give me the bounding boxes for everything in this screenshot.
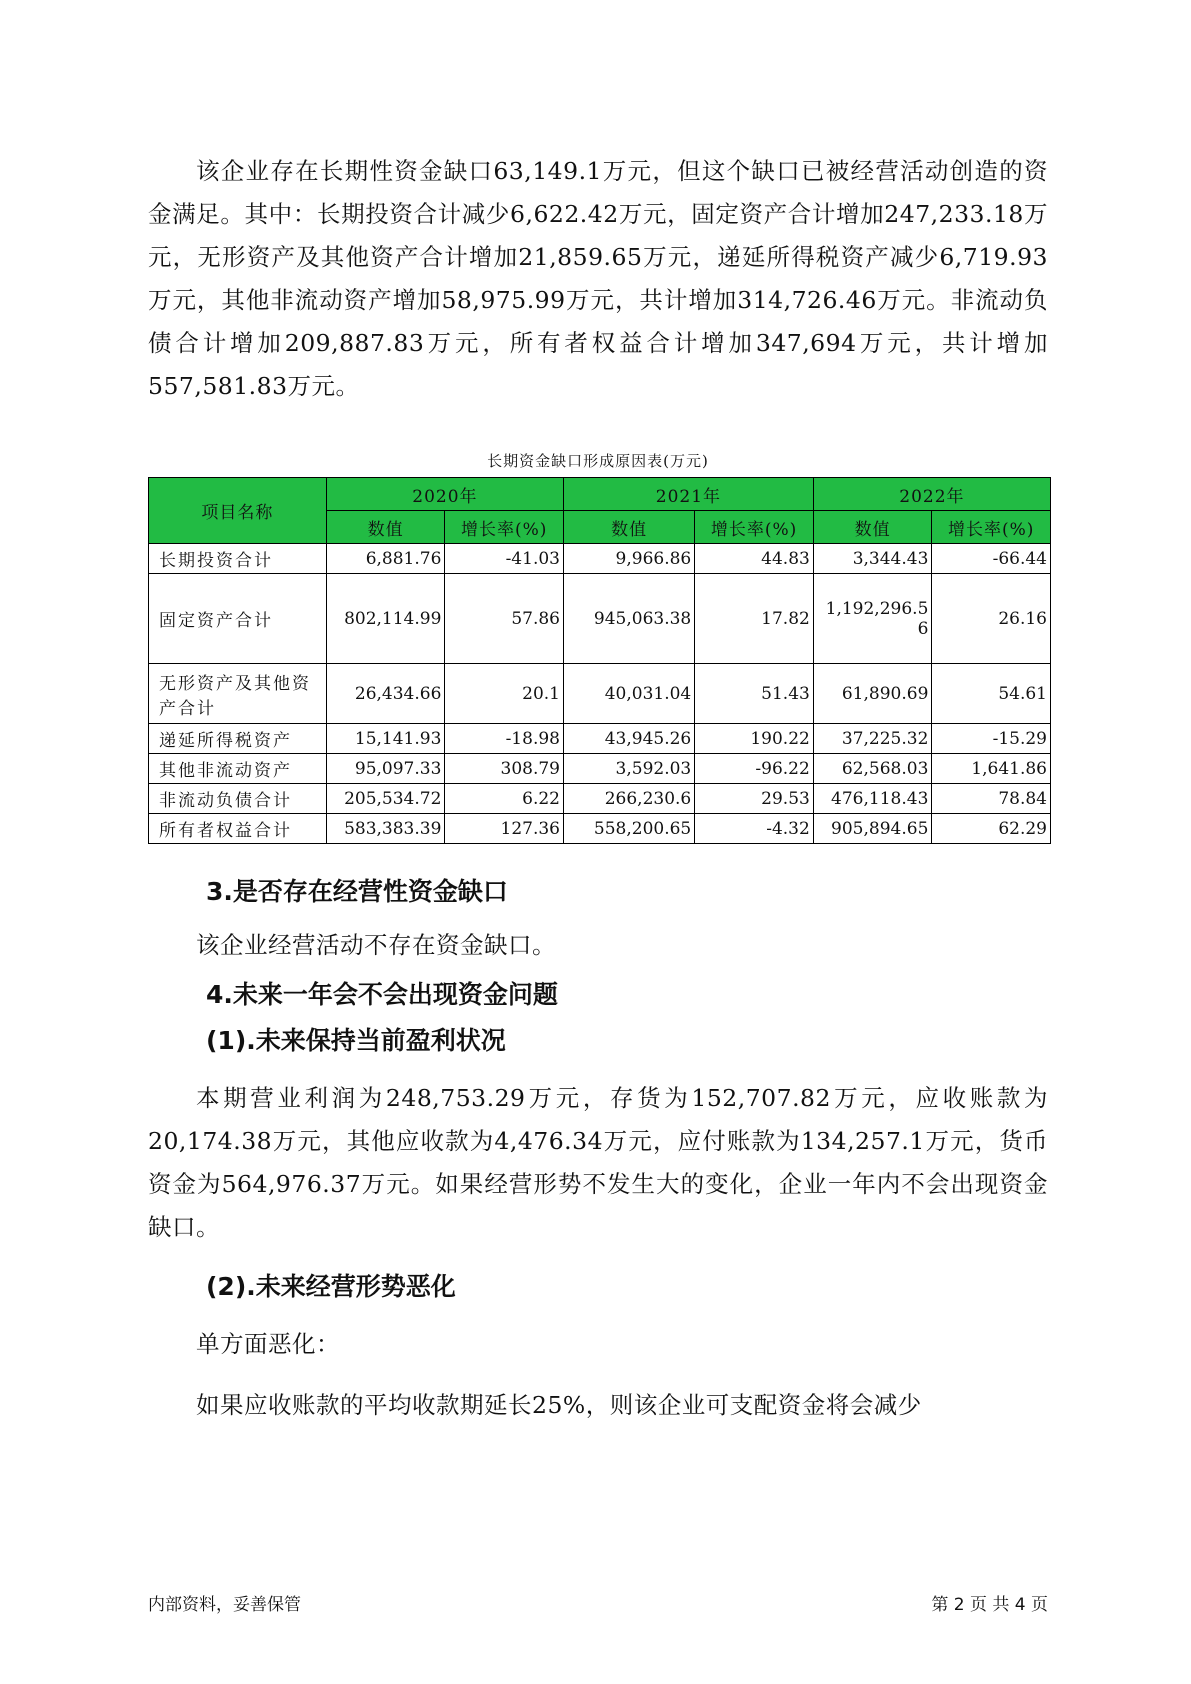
table-cell: 61,890.69: [813, 664, 932, 724]
table-row: [149, 814, 1051, 844]
table-row: [149, 544, 1051, 574]
table-row: [149, 574, 1051, 664]
row-label: 其他非流动资产: [149, 754, 327, 784]
table-row: [149, 784, 1051, 814]
table-cell: -15.29: [932, 724, 1051, 754]
page-content: [148, 150, 1048, 1427]
table-row: [149, 724, 1051, 754]
header-growth: 增长率(%): [445, 511, 564, 544]
subsection-heading-4-2: (2).未来经营形势恶化: [206, 1272, 456, 1301]
table-cell: 78.84: [932, 784, 1051, 814]
table-cell: 15,141.93: [326, 724, 445, 754]
header-year-2022: 2022年: [813, 478, 1050, 511]
table-cell: 62,568.03: [813, 754, 932, 784]
table-cell: 20.1: [445, 664, 564, 724]
table-cell: 40,031.04: [563, 664, 694, 724]
subsection-heading-4-1: (1).未来保持当前盈利状况: [206, 1026, 506, 1055]
table-cell: -4.32: [695, 814, 814, 844]
table-cell: 1,641.86: [932, 754, 1051, 784]
row-label: 长期投资合计: [149, 544, 327, 574]
row-label: 无形资产及其他资产合计: [149, 664, 327, 724]
table-cell: -18.98: [445, 724, 564, 754]
table-cell: 17.82: [695, 574, 814, 664]
table-cell: 43,945.26: [563, 724, 694, 754]
table-cell: -66.44: [932, 544, 1051, 574]
section-heading-3: 3.是否存在经营性资金缺口: [206, 877, 508, 906]
header-value: 数值: [813, 511, 932, 544]
table-cell: 905,894.65: [813, 814, 932, 844]
table-cell: 6,881.76: [326, 544, 445, 574]
paragraph-receivables: 如果应收账款的平均收款期延长25%，则该企业可支配资金将会减少: [196, 1391, 922, 1419]
table-cell: 57.86: [445, 574, 564, 664]
header-growth: 增长率(%): [695, 511, 814, 544]
row-label: 固定资产合计: [149, 574, 327, 664]
table-cell: 44.83: [695, 544, 814, 574]
table-row: [149, 664, 1051, 724]
table-row: [149, 754, 1051, 784]
table-cell: 6.22: [445, 784, 564, 814]
footer-confidential-note: 内部资料，妥善保管: [148, 1595, 301, 1615]
header-year-2021: 2021年: [563, 478, 813, 511]
table-cell: 476,118.43: [813, 784, 932, 814]
table-cell: 62.29: [932, 814, 1051, 844]
paragraph-operating-gap: 该企业经营活动不存在资金缺口。: [196, 931, 556, 959]
table-cell: 127.36: [445, 814, 564, 844]
paragraph-current-profit: 本期营业利润为248,753.29万元，存货为152,707.82万元，应收账款为20,174.38万元，其他应收款为4,476.34万元，应付账款为134,257.1万元，货币资金为564,976.37万元。如果经营形势不发生大的变化，企业一年内不会出现资金缺口。: [148, 1084, 1048, 1241]
table-cell: 802,114.99: [326, 574, 445, 664]
header-year-2020: 2020年: [326, 478, 563, 511]
section-heading-4: 4.未来一年会不会出现资金问题: [206, 980, 558, 1009]
table-cell: 583,383.39: [326, 814, 445, 844]
table-cell: -41.03: [445, 544, 564, 574]
table-cell: 37,225.32: [813, 724, 932, 754]
table-cell: 51.43: [695, 664, 814, 724]
table-cell: 26.16: [932, 574, 1051, 664]
table-cell: 266,230.6: [563, 784, 694, 814]
header-value: 数值: [563, 511, 694, 544]
header-item-name: 项目名称: [149, 478, 327, 544]
table-cell: 95,097.33: [326, 754, 445, 784]
row-label: 递延所得税资产: [149, 724, 327, 754]
table-cell: 29.53: [695, 784, 814, 814]
table-cell: 3,344.43: [813, 544, 932, 574]
table-cell: 26,434.66: [326, 664, 445, 724]
row-label: 非流动负债合计: [149, 784, 327, 814]
table-cell: 308.79: [445, 754, 564, 784]
table-cell: 558,200.65: [563, 814, 694, 844]
row-label: 所有者权益合计: [149, 814, 327, 844]
table-cell: 190.22: [695, 724, 814, 754]
header-value: 数值: [326, 511, 445, 544]
table-cell: 54.61: [932, 664, 1051, 724]
table-caption: 长期资金缺口形成原因表(万元): [487, 452, 709, 470]
table-cell: 9,966.86: [563, 544, 694, 574]
table-cell: 205,534.72: [326, 784, 445, 814]
table-cell: 3,592.03: [563, 754, 694, 784]
footer-page-number: 第 2 页 共 4 页: [931, 1595, 1048, 1615]
table-cell: 1,192,296.56: [813, 574, 932, 664]
paragraph-one-sided: 单方面恶化：: [196, 1330, 340, 1358]
table-cell: 945,063.38: [563, 574, 694, 664]
header-growth: 增长率(%): [932, 511, 1051, 544]
long-term-gap-table: [148, 477, 1051, 844]
table-cell: -96.22: [695, 754, 814, 784]
paragraph-long-term-gap: 该企业存在长期性资金缺口63,149.1万元，但这个缺口已被经营活动创造的资金满足。其中：长期投资合计减少6,622.42万元，固定资产合计增加247,233.18万元，无形资产及其他资产合计增加21,859.65万元，递延所得税资产减少6,719.93万元，其他非流动资产增加58,975.99万元，共计增加314,726.46万元。非流动负债合计增加209,887.83万元，所有者权益合计增加347,694万元，共计增加557,581.83万元。: [148, 157, 1048, 400]
